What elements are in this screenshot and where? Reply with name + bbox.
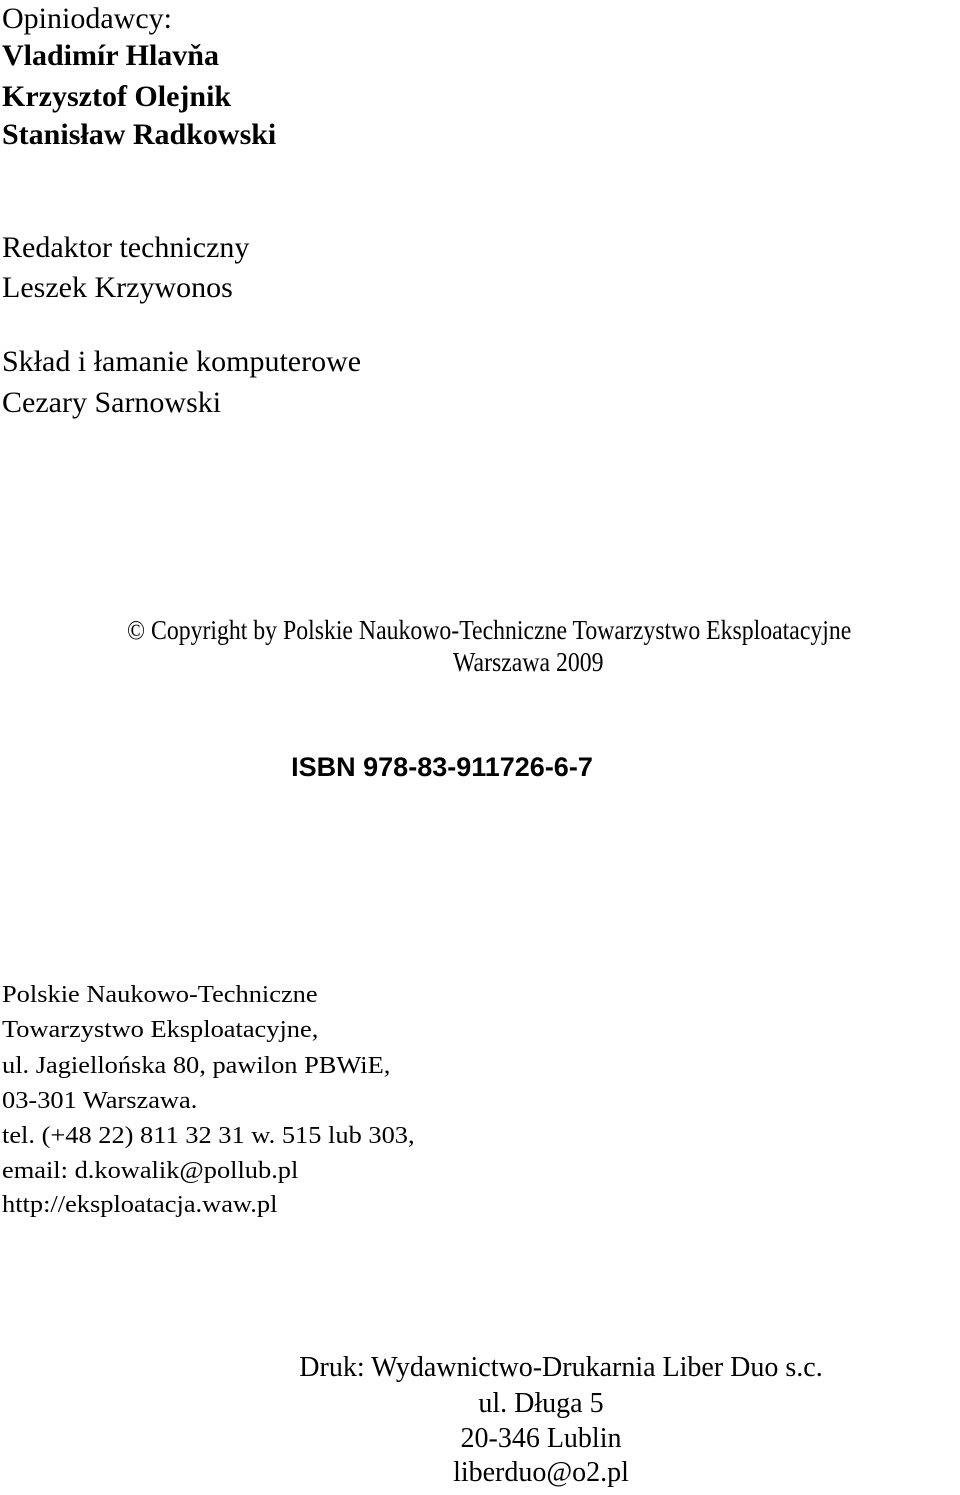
printer-line: Druk: Wydawnictwo-Drukarnia Liber Duo s.c.	[299, 1352, 823, 1383]
copyright-text: Copyright by Polskie Naukowo-Techniczne Towarzystwo Eksploatacyjne	[150, 615, 852, 645]
reviewer-name: Vladimír Hlavňa	[2, 39, 219, 72]
printer-line: ul. Długa 5	[478, 1388, 604, 1419]
address-line: Towarzystwo Eksploatacyjne,	[2, 1017, 319, 1043]
printer-email: liberduo@o2.pl	[453, 1457, 629, 1488]
reviewer-name: Stanisław Radkowski	[2, 118, 277, 151]
typesetting-label: Skład i łamanie komputerowe	[2, 345, 362, 378]
technical-editor-name: Leszek Krzywonos	[2, 271, 233, 304]
email-line: email: d.kowalik@pollub.pl	[2, 1158, 299, 1184]
copyright-place-year: Warszawa 2009	[453, 647, 604, 677]
address-line: 03-301 Warszawa.	[2, 1088, 198, 1114]
typesetting-name: Cezary Sarnowski	[2, 386, 222, 419]
technical-editor-label: Redaktor techniczny	[2, 231, 250, 264]
phone-line: tel. (+48 22) 811 32 31 w. 515 lub 303,	[2, 1123, 415, 1149]
copyright-symbol: ©	[127, 615, 146, 645]
address-line: Polskie Naukowo-Techniczne	[2, 982, 318, 1008]
reviewer-name: Krzysztof Olejnik	[2, 80, 232, 113]
website-line: http://eksploatacja.waw.pl	[2, 1192, 278, 1218]
copyright-line	[127, 617, 851, 644]
reviewers-label: Opiniodawcy:	[2, 2, 172, 35]
isbn: ISBN 978-83-911726-6-7	[291, 752, 593, 782]
address-line: ul. Jagiellońska 80, pawilon PBWiE,	[2, 1053, 391, 1079]
printer-line: 20-346 Lublin	[460, 1423, 622, 1454]
